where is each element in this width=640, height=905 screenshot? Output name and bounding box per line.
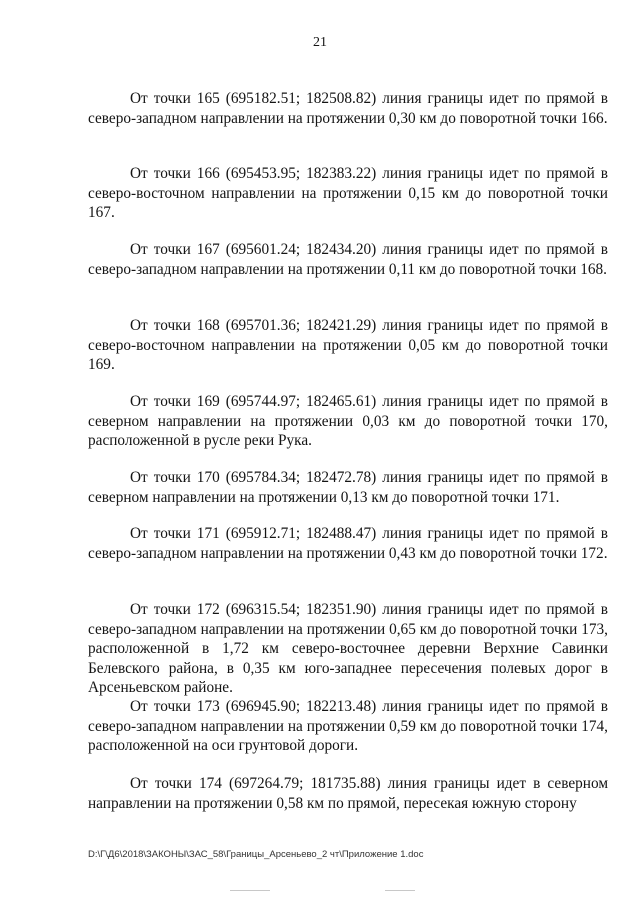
- paragraph-point-170: От точки 170 (695784.34; 182472.78) линия границы идет по прямой в северном направлении на протяжении 0,13 км до поворотной точки 171.: [88, 469, 608, 506]
- paragraph-point-172: От точки 172 (696315.54; 182351.90) линия границы идет по прямой в северо-западном направлении на протяжении 0,65 км до поворотной точки 173, расположенной в 1,72 км северо-восточнее деревни Верхние Савинки Белевского района, в 0,35 км юго-западнее пересечения полевых дорог в Арсеньевском районе.: [88, 601, 608, 696]
- paragraph-point-173: От точки 173 (696945.90; 182213.48) линия границы идет по прямой в северо-западном направлении на протяжении 0,59 км до поворотной точки 174, расположенной на оси грунтовой дороги.: [88, 698, 608, 754]
- page-number: 21: [313, 35, 327, 50]
- scan-artifact: [230, 890, 270, 891]
- paragraph-point-174: От точки 174 (697264.79; 181735.88) линия границы идет в северном направлении на протяжении 0,58 км по прямой, пересекая южную сторону: [88, 775, 608, 812]
- paragraph-point-168: От точки 168 (695701.36; 182421.29) линия границы идет по прямой в северо-восточном направлении на протяжении 0,05 км до поворотной точки 169.: [88, 317, 608, 373]
- paragraph-point-165: От точки 165 (695182.51; 182508.82) линия границы идет по прямой в северо-западном направлении на протяжении 0,30 км до поворотной точки 166.: [88, 90, 608, 127]
- paragraph-point-171: От точки 171 (695912.71; 182488.47) линия границы идет по прямой в северо-западном направлении на протяжении 0,43 км до поворотной точки 172.: [88, 525, 608, 562]
- paragraph-point-166: От точки 166 (695453.95; 182383.22) линия границы идет по прямой в северо-восточном направлении на протяжении 0,15 км до поворотной точки 167.: [88, 165, 608, 221]
- paragraph-point-169: От точки 169 (695744.97; 182465.61) линия границы идет по прямой в северном направлении на протяжении 0,03 км до поворотной точки 170, расположенной в русле реки Рука.: [88, 393, 608, 449]
- footer-file-path: D:\Г\Д6\2018\ЗАКОНЫ\ЗАС_58\Границы_Арсеньево_2 чт\Приложение 1.doc: [88, 849, 424, 860]
- scan-artifact: [385, 890, 415, 891]
- paragraph-point-167: От точки 167 (695601.24; 182434.20) линия границы идет по прямой в северо-западном направлении на протяжении 0,11 км до поворотной точки 168.: [88, 241, 608, 278]
